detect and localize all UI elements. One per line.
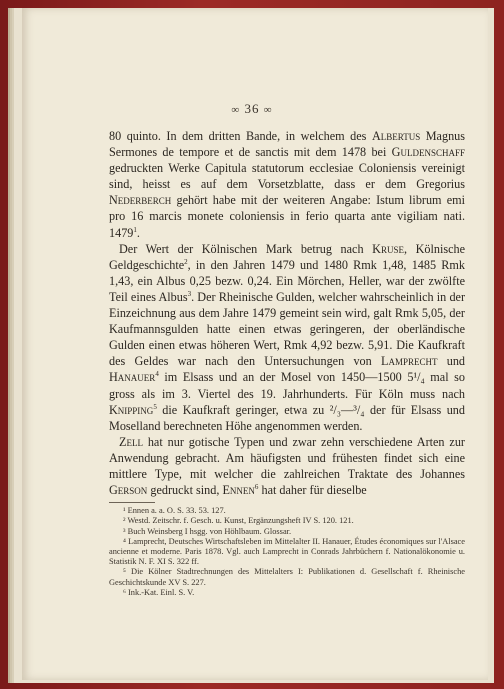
name-small-caps: Zell	[119, 434, 143, 449]
name-small-caps: Knipping	[109, 402, 154, 417]
body-paragraph	[109, 128, 465, 241]
text-run: und	[437, 354, 466, 369]
text-run: . Der Rheinische Gulden, welcher wahrscheinlich in der Einzeichnung aus dem Jahre 1479 gemeint sein wird, galt Rmk 5,05, der Kaufmannsgulden hatte einen etwas geringeren, der oberländische Gulden einen etwas höheren Wert, Rmk 4,92 bezw. 5,91. Die Kaufkraft des Geldes war nach den Untersuchungen von	[109, 289, 466, 369]
footnote: ⁶ Ink.-Kat. Einl. S. V.	[123, 587, 195, 597]
text-run: hat nur gotische Typen und zwar zehn verschiedene Arten zur Anwendung gebracht. Am häufigsten und frühesten findet sich eine mittlere Type, mit welcher die zahlreichen Traktate des Johannes	[109, 434, 465, 481]
text-run: Der Wert der Kölnischen Mark betrug nach	[119, 241, 373, 256]
name-small-caps: Albertus	[371, 129, 421, 143]
text-run: die Kaufkraft geringer, etwa zu ²/₃—³/₄ der für Elsass und Moselland berechneten Höhe angenommen werden.	[109, 402, 465, 433]
footnote: ¹ Ennen a. a. O. S. 33. 53. 127.	[123, 506, 226, 516]
name-small-caps: Guldenschaff	[391, 145, 465, 160]
text-run: , in den Jahren 1479 und 1480 Rmk 1,48, 1485 Rmk 1,43, ein Albus 0,25 bezw. 0,24. Ein Mörchen, Heller, war der zwölfte Teil eines Albus	[109, 257, 465, 304]
page-number-header	[0, 101, 504, 117]
name-small-caps: Gerson	[109, 483, 148, 498]
page-body	[109, 128, 465, 598]
footnote: ⁴ Lamprecht, Deutsches Wirtschaftsleben im Mittelalter II. Hanauer, Études économiques sur l'Alsace ancienne et moderne. Paris 1878. Vgl. auch Lamprecht in Conrads Jahrbüchern f. Nationalökonomie u. Statistik N. F. XI S. 322 ff.	[109, 536, 465, 567]
name-small-caps: Nederberch	[109, 193, 172, 208]
body-paragraph	[109, 434, 465, 498]
name-small-caps: Ennen	[222, 483, 255, 498]
footnote: ² Westd. Zeitschr. f. Gesch. u. Kunst, Ergänzungsheft IV S. 120. 121.	[123, 516, 354, 526]
footnote: ³ Buch Weinsberg I hsgg. von Höhlbaum. Glossar.	[123, 526, 292, 536]
footnote-marker: 1	[133, 225, 137, 234]
body-paragraph	[109, 241, 465, 434]
footnote-divider	[109, 502, 155, 503]
text-run: gehört habe mit der weiteren Angabe: Istum librum emi pro 16 marcis monete coloniensis in ferio quarta ante vigiliam nati. 1479	[109, 193, 465, 240]
text-run: 80 quinto. In dem dritten Bande, in welchem des	[109, 129, 372, 143]
text-run: im Elsass und an der Mosel von 1450—1500 5¹/₄ mal so gross als im 3. Viertel des 19. Jahrhunderts. Für Köln muss nach	[109, 370, 465, 401]
footnote-marker: 5	[153, 402, 157, 411]
name-small-caps: Kruse	[372, 241, 404, 256]
text-run: , Kölnische Geldgeschichte	[109, 241, 466, 272]
text-run: Magnus Sermones de tempore et de sanctis mit dem 1478 bei	[109, 129, 465, 160]
footnote-marker: 6	[254, 483, 259, 491]
text-run: gedruckt sind,	[147, 483, 223, 498]
name-small-caps: Hanauer	[109, 370, 156, 385]
footnote-marker: 3	[187, 289, 192, 298]
ornament-left-icon: ∞	[231, 104, 241, 116]
text-run: .	[136, 225, 140, 240]
page-number: 36	[244, 101, 260, 116]
text-run: gedruckten Werke Capitula statutorum ecclesiae Coloniensis vereinigt sind, heisst es auf dem Vorsetzblatte, dass er dem Gregorius	[109, 161, 465, 192]
name-small-caps: Lamprecht	[381, 354, 438, 369]
footnote-marker: 4	[155, 370, 159, 379]
footnote-marker: 2	[184, 257, 188, 266]
text-run: hat daher für dieselbe	[258, 483, 367, 498]
footnotes	[109, 506, 465, 598]
ornament-right-icon: ∞	[263, 104, 273, 116]
body-paragraphs	[109, 128, 465, 498]
footnote: ⁵ Die Kölner Stadtrechnungen des Mittelalters I: Publikationen d. Gesellschaft f. Rheinische Geschichtskunde XV S. 227.	[109, 567, 465, 587]
